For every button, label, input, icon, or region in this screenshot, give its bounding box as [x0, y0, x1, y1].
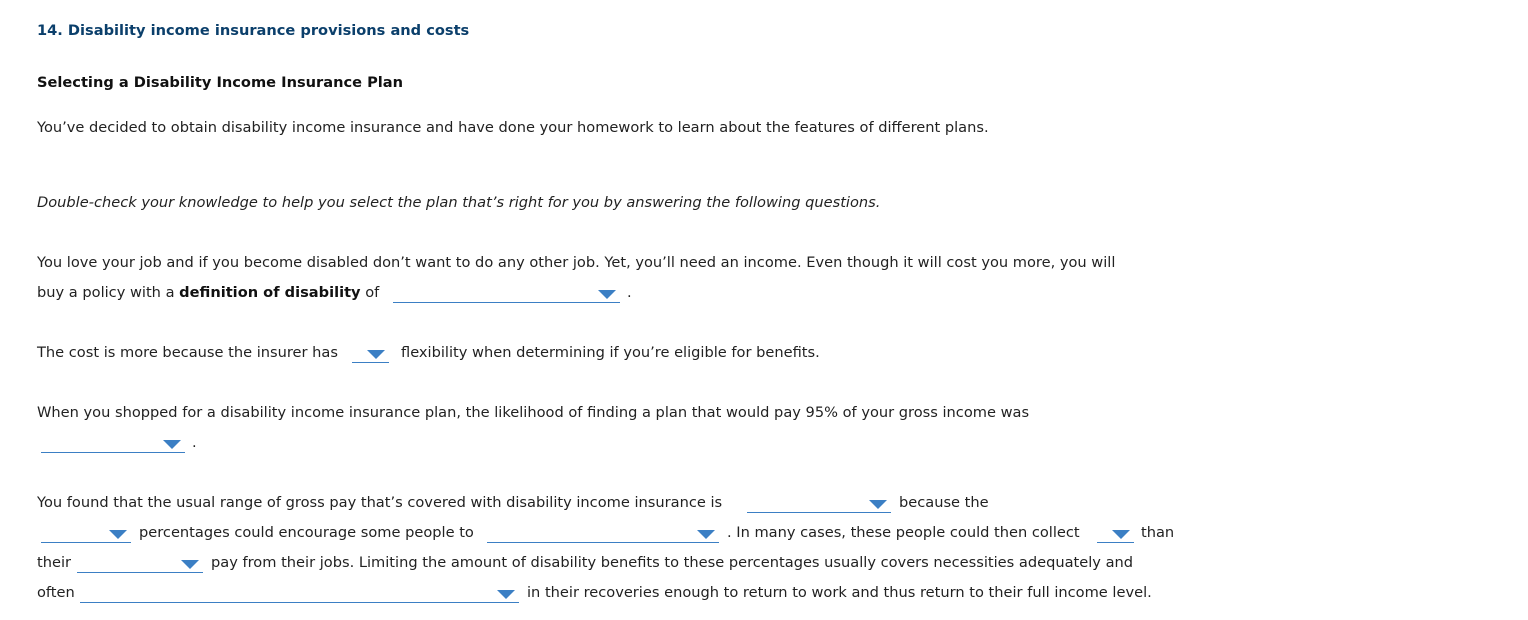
recovery-effect-dropdown[interactable] — [80, 581, 519, 603]
usual-range-dropdown[interactable] — [747, 491, 891, 513]
chevron-down-icon — [109, 530, 127, 539]
q1-line2 — [37, 284, 379, 302]
definition-of-disability-dropdown[interactable] — [393, 281, 620, 303]
q1-period: . — [627, 284, 632, 301]
pay-type-dropdown[interactable] — [77, 551, 203, 573]
instruction-text: Double-check your knowledge to help you select the plan that’s right for you by answering the following questions. — [37, 194, 881, 211]
chevron-down-icon — [697, 530, 715, 539]
q4-line3-post: pay from their jobs. Limiting the amount of disability benefits to these percentages usually covers necessities adequately and — [211, 554, 1134, 571]
chevron-down-icon — [598, 290, 616, 299]
q1-line2-post: of — [360, 284, 380, 301]
intro-text: You’ve decided to obtain disability income insurance and have done your homework to learn about the features of different plans. — [37, 119, 989, 136]
chevron-down-icon — [869, 500, 887, 509]
q1-bold-term: definition of disability — [179, 284, 361, 301]
q4-line2-mid: percentages could encourage some people to — [139, 524, 474, 541]
q3-line1: When you shopped for a disability income insurance plan, the likelihood of finding a plan that would pay 95% of your gross income was — [37, 404, 1030, 421]
q1-line2-pre: buy a policy with a — [37, 284, 180, 301]
q4-line4-post: in their recoveries enough to return to work and thus return to their full income level. — [527, 584, 1152, 601]
chevron-down-icon — [497, 590, 515, 599]
q1-line1: You love your job and if you become disabled don’t want to do any other job. Yet, you’ll need an income. Even though it will cost you more, you will — [37, 254, 1116, 271]
section-heading: Selecting a Disability Income Insurance Plan — [37, 74, 404, 91]
encourage-action-dropdown[interactable] — [487, 521, 719, 543]
chevron-down-icon — [1112, 530, 1130, 539]
question-title: 14. Disability income insurance provisions and costs — [37, 22, 470, 39]
q4-line2-end: than — [1141, 524, 1175, 541]
q2-post: flexibility when determining if you’re eligible for benefits. — [401, 344, 820, 361]
chevron-down-icon — [367, 350, 385, 359]
likelihood-dropdown[interactable] — [41, 431, 185, 453]
chevron-down-icon — [163, 440, 181, 449]
q4-line3-pre: their — [37, 554, 72, 571]
q3-period: . — [192, 434, 197, 451]
chevron-down-icon — [181, 560, 199, 569]
collect-comparison-dropdown[interactable] — [1097, 521, 1134, 543]
q4-line4-pre: often — [37, 584, 75, 601]
q4-line1-pre: You found that the usual range of gross pay that’s covered with disability income insurance is — [37, 494, 723, 511]
q4-line1-post: because the — [899, 494, 989, 511]
q4-line2-post: . In many cases, these people could then collect — [727, 524, 1080, 541]
insurer-flexibility-dropdown[interactable] — [352, 341, 389, 363]
q2-pre: The cost is more because the insurer has — [37, 344, 338, 361]
percentage-level-dropdown[interactable] — [41, 521, 131, 543]
